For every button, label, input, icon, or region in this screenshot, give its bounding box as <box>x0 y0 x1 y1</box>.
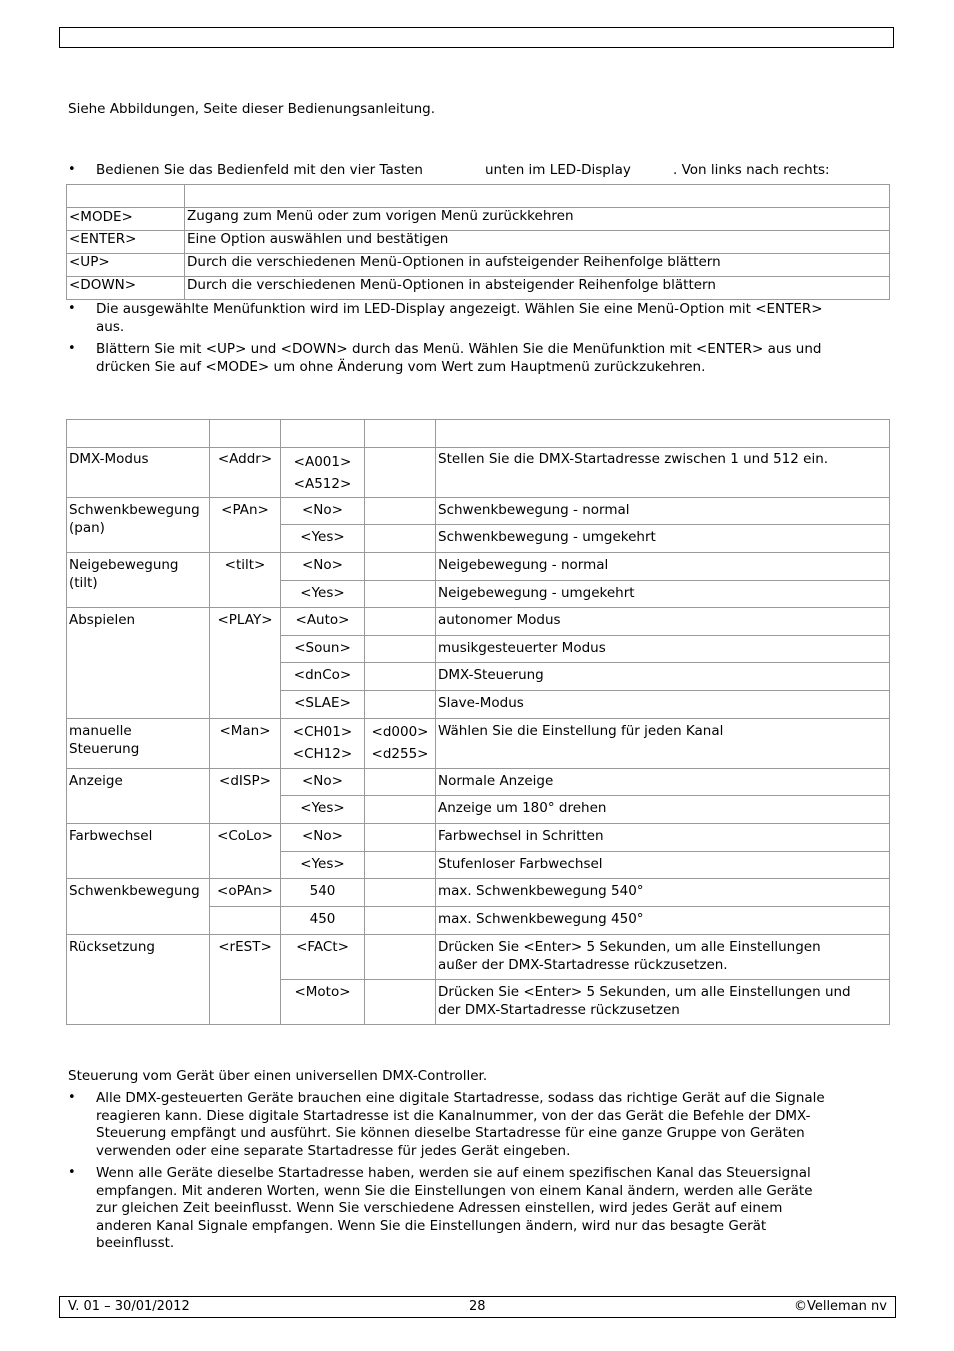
desc-cell <box>436 935 890 980</box>
desc-cell: Schwenkbewegung - normal <box>436 498 890 525</box>
paragraph-line: anderen Kanal Signale empfangen. Wenn Sie die Einstellungen ändern, wird nur das besagte Gerät <box>96 1217 767 1234</box>
function-label: manuelle <box>69 723 132 739</box>
desc-cell: Stellen Sie die DMX-Startadresse zwischen 1 und 512 ein. <box>436 448 890 498</box>
value-cell <box>365 879 436 907</box>
option-value: <CH12> <box>292 746 353 762</box>
paragraph-line: drücken Sie auf <MODE> um ohne Änderung vom Wert zum Hauptmenü zurückzukehren. <box>96 358 706 375</box>
function-cell <box>67 498 210 553</box>
keys-table-row <box>67 231 890 254</box>
desc-cell: Slave-Modus <box>436 691 890 719</box>
function-cell: DMX-Modus <box>67 448 210 498</box>
value-cell <box>365 525 436 553</box>
option-cell <box>281 719 365 769</box>
function-cell <box>67 719 210 769</box>
function-label: Steuerung <box>69 740 140 757</box>
value-cell <box>365 719 436 769</box>
menu-row-manual <box>67 719 890 769</box>
desc-cell: Wählen Sie die Einstellung für jeden Kanal <box>436 719 890 769</box>
desc-cell: Farbwechsel in Schritten <box>436 824 890 852</box>
footer-copyright: ©Velleman nv <box>793 1299 887 1314</box>
desc-cell <box>436 980 890 1025</box>
desc-cell: max. Schwenkbewegung 540° <box>436 879 890 907</box>
paragraph-line: verwenden oder eine separate Startadresse für jedes Gerät eingeben. <box>96 1142 571 1159</box>
desc-cell: Stufenloser Farbwechsel <box>436 852 890 879</box>
option-cell <box>281 448 365 498</box>
value-cell <box>365 824 436 852</box>
value-cell <box>365 980 436 1025</box>
code-cell: <dISP> <box>210 769 281 824</box>
value-cell <box>365 769 436 796</box>
code-cell: <PLAY> <box>210 608 281 719</box>
value-cell <box>365 636 436 663</box>
desc-cell: Schwenkbewegung - umgekehrt <box>436 525 890 553</box>
paragraph-line: Alle DMX-gesteuerten Geräte brauchen eine digitale Startadresse, sodass das richtige Gerät auf die Signale <box>96 1090 825 1106</box>
menu-row-color <box>67 824 890 852</box>
function-cell: Anzeige <box>67 769 210 824</box>
paragraph-line: Wenn alle Geräte dieselbe Startadresse haben, werden sie auf einem spezifischen Kanal das Steuersignal <box>96 1165 811 1181</box>
paragraph-line: Steuerung empfängt und ausführt. Sie können dieselbe Startadresse für eine ganze Gruppe von Geräten <box>96 1125 805 1141</box>
menu-header-cell <box>436 420 890 448</box>
dmx-intro: Steuerung vom Gerät über einen universellen DMX-Controller. <box>68 1068 488 1084</box>
code-cell: <tilt> <box>210 553 281 608</box>
key-desc-cell: Zugang zum Menü oder zum vorigen Menü zurückkehren <box>185 208 890 231</box>
desc-cell: Neigebewegung - normal <box>436 553 890 581</box>
bullet-marker: • <box>68 301 76 316</box>
desc-cell: Anzeige um 180° drehen <box>436 796 890 824</box>
desc-cell: max. Schwenkbewegung 450° <box>436 907 890 935</box>
option-cell: <dnCo> <box>281 663 365 691</box>
option-cell: <FACt> <box>281 935 365 980</box>
paragraph-line: aus. <box>96 318 125 335</box>
desc-line: Drücken Sie <Enter> 5 Sekunden, um alle Einstellungen und <box>438 984 851 1000</box>
keys-table <box>66 184 890 300</box>
keys-table-header-cell <box>67 185 185 208</box>
panel-intro-part1: Bedienen Sie das Bedienfeld mit den vier Tasten <box>96 162 423 178</box>
menu-table <box>66 419 890 1025</box>
menu-row-reset <box>67 935 890 980</box>
menu-header-cell <box>281 420 365 448</box>
code-cell: <CoLo> <box>210 824 281 879</box>
desc-line: Drücken Sie <Enter> 5 Sekunden, um alle Einstellungen <box>438 939 821 955</box>
menu-header-cell <box>210 420 281 448</box>
paragraph-line: reagieren kann. Diese digitale Startadresse ist die Kanalnummer, von der das Gerät die Befehle der DMX- <box>96 1107 811 1124</box>
desc-cell: Normale Anzeige <box>436 769 890 796</box>
menu-row-tilt <box>67 553 890 581</box>
panel-intro-part2: unten im LED-Display <box>485 162 631 178</box>
footer-page-number: 28 <box>469 1299 486 1314</box>
value-cell <box>365 691 436 719</box>
value-cell <box>365 448 436 498</box>
key-cell: <UP> <box>67 254 185 277</box>
footer <box>59 1296 896 1318</box>
intro-line: Siehe Abbildungen, Seite dieser Bedienungsanleitung. <box>68 101 436 117</box>
option-cell: <Yes> <box>281 796 365 824</box>
function-cell: Rücksetzung <box>67 935 210 1025</box>
option-cell: 450 <box>281 907 365 935</box>
option-cell: <Soun> <box>281 636 365 663</box>
value-cell <box>365 498 436 525</box>
key-cell: <DOWN> <box>67 277 185 300</box>
code-cell: <rEST> <box>210 935 281 1025</box>
code-cell: <oPAn> <box>210 879 281 907</box>
value-cell <box>365 608 436 636</box>
keys-table-header-row <box>67 185 890 208</box>
paragraph-line: empfangen. Mit anderen Worten, wenn Sie die Einstellungen von einem Kanal ändern, werden alle Geräte <box>96 1182 813 1199</box>
function-label: Schwenkbewegung <box>69 502 200 518</box>
option-cell: <Yes> <box>281 581 365 608</box>
option-value: <A512> <box>293 476 352 492</box>
function-cell: Farbwechsel <box>67 824 210 879</box>
paragraph-line: zur gleichen Zeit beeinflusst. Wenn Sie verschiedene Adressen einstellen, wird jedes Gerät auf einem <box>96 1200 783 1216</box>
value-cell <box>365 907 436 935</box>
option-cell: <Yes> <box>281 852 365 879</box>
option-cell: <Auto> <box>281 608 365 636</box>
keys-table-row <box>67 208 890 231</box>
panel-intro-part3: . Von links nach rechts: <box>673 162 830 178</box>
menu-row-play <box>67 608 890 636</box>
option-cell: <No> <box>281 498 365 525</box>
menu-row-opan <box>67 879 890 907</box>
key-desc-cell: Durch die verschiedenen Menü-Optionen in aufsteigender Reihenfolge blättern <box>185 254 890 277</box>
menu-row-display <box>67 769 890 796</box>
bullet-paragraph <box>96 301 823 336</box>
menu-row-pan <box>67 498 890 525</box>
desc-line: außer der DMX-Startadresse rückzusetzen. <box>438 956 728 973</box>
option-cell: <Moto> <box>281 980 365 1025</box>
bullet-marker: • <box>68 1165 76 1180</box>
function-label: Neigebewegung <box>69 557 179 573</box>
menu-header-cell <box>67 420 210 448</box>
option-value: <A001> <box>293 454 352 470</box>
keys-table-header-cell <box>185 185 890 208</box>
option-cell: <No> <box>281 553 365 581</box>
desc-cell: DMX-Steuerung <box>436 663 890 691</box>
code-cell: <Addr> <box>210 448 281 498</box>
bullet-marker: • <box>68 1090 76 1105</box>
option-cell: 540 <box>281 879 365 907</box>
option-cell: <No> <box>281 769 365 796</box>
value-cell <box>365 581 436 608</box>
keys-table-row <box>67 277 890 300</box>
value-cell <box>365 935 436 980</box>
header-box <box>59 27 894 48</box>
value-cell <box>365 796 436 824</box>
range-value: <d000> <box>371 724 429 740</box>
code-cell: <PAn> <box>210 498 281 553</box>
key-desc-cell: Durch die verschiedenen Menü-Optionen in absteigender Reihenfolge blättern <box>185 277 890 300</box>
desc-cell: autonomer Modus <box>436 608 890 636</box>
menu-header-cell <box>365 420 436 448</box>
desc-cell: musikgesteuerter Modus <box>436 636 890 663</box>
value-cell <box>365 852 436 879</box>
code-cell <box>210 907 281 935</box>
key-desc-cell: Eine Option auswählen und bestätigen <box>185 231 890 254</box>
menu-row-dmx-mode <box>67 448 890 498</box>
paragraph-line: Die ausgewählte Menüfunktion wird im LED-Display angezeigt. Wählen Sie eine Menü-Option mit <ENTER> <box>96 301 823 317</box>
range-value: <d255> <box>371 746 429 762</box>
keys-table-row <box>67 254 890 277</box>
key-cell: <MODE> <box>67 208 185 231</box>
option-value: <CH01> <box>292 724 353 740</box>
footer-version: V. 01 – 30/01/2012 <box>68 1299 190 1314</box>
paragraph-line: beeinflusst. <box>96 1235 175 1251</box>
function-cell: Schwenkbewegung <box>67 879 210 935</box>
panel-intro <box>96 162 423 178</box>
bullet-paragraph <box>96 1165 813 1253</box>
option-cell: <No> <box>281 824 365 852</box>
value-cell <box>365 553 436 581</box>
paragraph-line: Blättern Sie mit <UP> und <DOWN> durch das Menü. Wählen Sie die Menüfunktion mit <ENTER> aus und <box>96 341 822 357</box>
option-cell: <SLAE> <box>281 691 365 719</box>
key-cell: <ENTER> <box>67 231 185 254</box>
desc-line: der DMX-Startadresse rückzusetzen <box>438 1001 680 1018</box>
bullet-paragraph <box>96 341 821 376</box>
function-cell <box>67 553 210 608</box>
option-cell: <Yes> <box>281 525 365 553</box>
desc-cell: Neigebewegung - umgekehrt <box>436 581 890 608</box>
value-cell <box>365 663 436 691</box>
function-label: (pan) <box>69 519 105 536</box>
function-label: (tilt) <box>69 574 98 591</box>
code-cell: <Man> <box>210 719 281 769</box>
function-cell: Abspielen <box>67 608 210 719</box>
menu-table-header-row <box>67 420 890 448</box>
bullet-marker: • <box>68 162 76 177</box>
bullet-marker: • <box>68 341 76 356</box>
bullet-paragraph <box>96 1090 825 1160</box>
